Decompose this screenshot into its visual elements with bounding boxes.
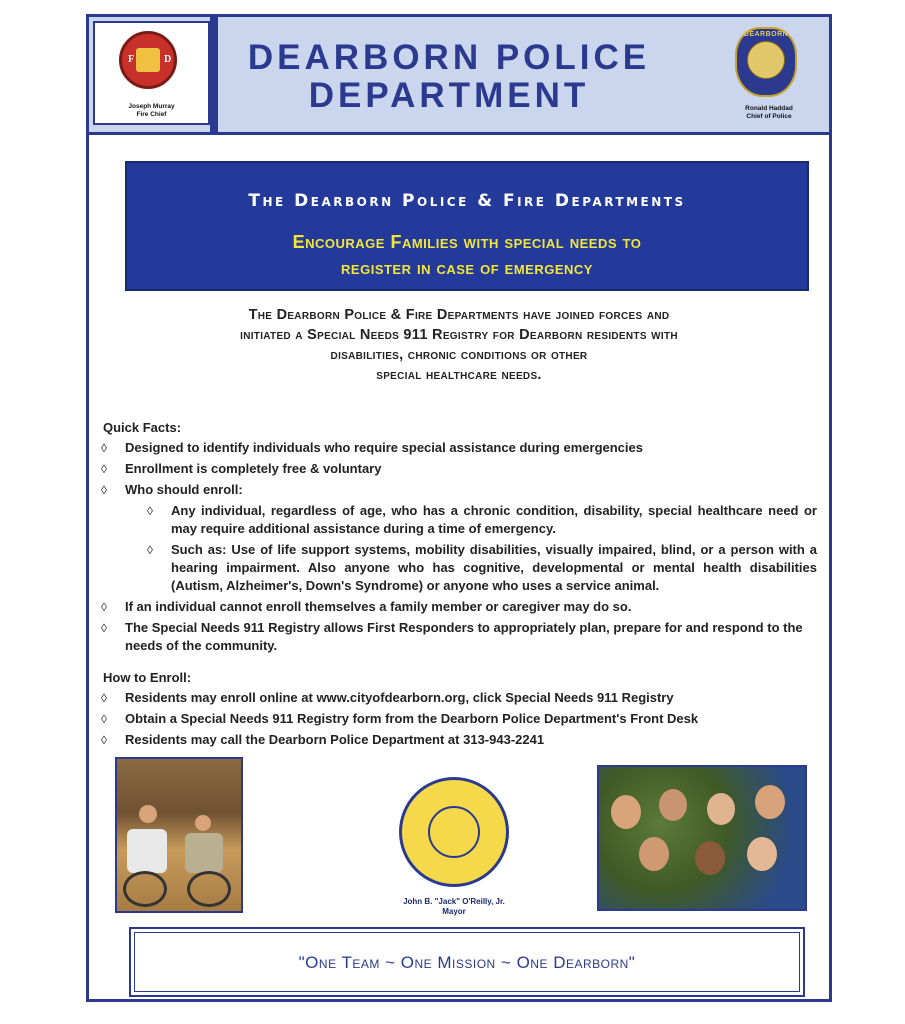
diamond-bullet-icon: ◊	[101, 462, 107, 476]
header	[89, 17, 829, 135]
list-item: ◊ The Special Needs 911 Registry allows First Responders to appropriately plan, prepare for and respond to the needs of the community.	[101, 620, 803, 653]
wheelchair-basketball-photo	[115, 757, 243, 913]
header-divider	[210, 17, 218, 135]
list-item: ◊ Obtain a Special Needs 911 Registry form from the Dearborn Police Department's Front Desk	[101, 711, 699, 726]
diamond-bullet-icon: ◊	[101, 733, 107, 747]
fire-department-logo	[93, 21, 210, 125]
quick-facts-heading: Quick Facts:	[103, 420, 182, 435]
quick-facts-section	[97, 419, 817, 752]
diamond-bullet-icon: ◊	[101, 621, 107, 635]
diamond-bullet-icon: ◊	[101, 691, 107, 705]
mayor-caption: John B. "Jack" O'Reilly, Jr. Mayor	[403, 897, 505, 916]
headline-banner	[125, 161, 809, 291]
list-item: ◊ Who should enroll:	[101, 482, 243, 497]
diamond-bullet-icon: ◊	[147, 504, 153, 518]
banner-title: The Dearborn Police & Fire Departments	[248, 191, 686, 211]
diamond-bullet-icon: ◊	[101, 441, 107, 455]
fire-chief-caption: Joseph Murray Fire Chief	[128, 103, 175, 118]
list-item: ◊ Enrollment is completely free & voluntary	[101, 461, 382, 476]
diamond-bullet-icon: ◊	[101, 600, 107, 614]
police-badge-icon: DEARBORN	[735, 27, 797, 97]
flyer-frame	[86, 14, 832, 1002]
police-chief-caption: Ronald Haddad Chief of Police	[745, 105, 793, 120]
banner-subtitle: Encourage Families with special needs to register in case of emergency	[292, 232, 642, 278]
sub-list-item: ◊ Such as: Use of life support systems, mobility disabilities, visually impaired, blind, or a person with a hearing impairment. Also anyone who has cognitive, developmental or mental health disabilities (Autism, Alzheimer's, Down's Syndrome) or anyone who uses a service animal.	[147, 542, 817, 593]
city-seal-icon	[399, 777, 509, 887]
motto-box	[129, 927, 805, 997]
intro-paragraph: The Dearborn Police & Fire Departments have joined forces and initiated a Special Needs 911 Registry for Dearborn residents with disabilities, chronic conditions or other special healthcare needs.	[240, 307, 678, 383]
how-to-enroll-heading: How to Enroll:	[103, 670, 192, 685]
sub-list-item: ◊ Any individual, regardless of age, who has a chronic condition, disability, special healthcare need or may require additional assistance during a time of emergency.	[147, 503, 817, 536]
fire-badge-icon: F D	[119, 31, 177, 89]
page-title: DEARBORN POLICE DEPARTMENT	[247, 38, 651, 115]
motto-text: "One Team ~ One Mission ~ One Dearborn"	[298, 953, 636, 972]
list-item: ◊ Residents may enroll online at www.cityofdearborn.org, click Special Needs 911 Registry	[101, 690, 674, 705]
list-item: ◊ If an individual cannot enroll themselves a family member or caregiver may do so.	[101, 599, 632, 614]
diamond-bullet-icon: ◊	[147, 543, 153, 557]
diamond-bullet-icon: ◊	[101, 483, 107, 497]
families-group-photo	[597, 765, 807, 911]
list-item: ◊ Residents may call the Dearborn Police Department at 313-943-2241	[101, 732, 545, 747]
diamond-bullet-icon: ◊	[101, 712, 107, 726]
police-department-logo	[709, 17, 829, 132]
list-item: ◊ Designed to identify individuals who require special assistance during emergencies	[101, 440, 643, 455]
